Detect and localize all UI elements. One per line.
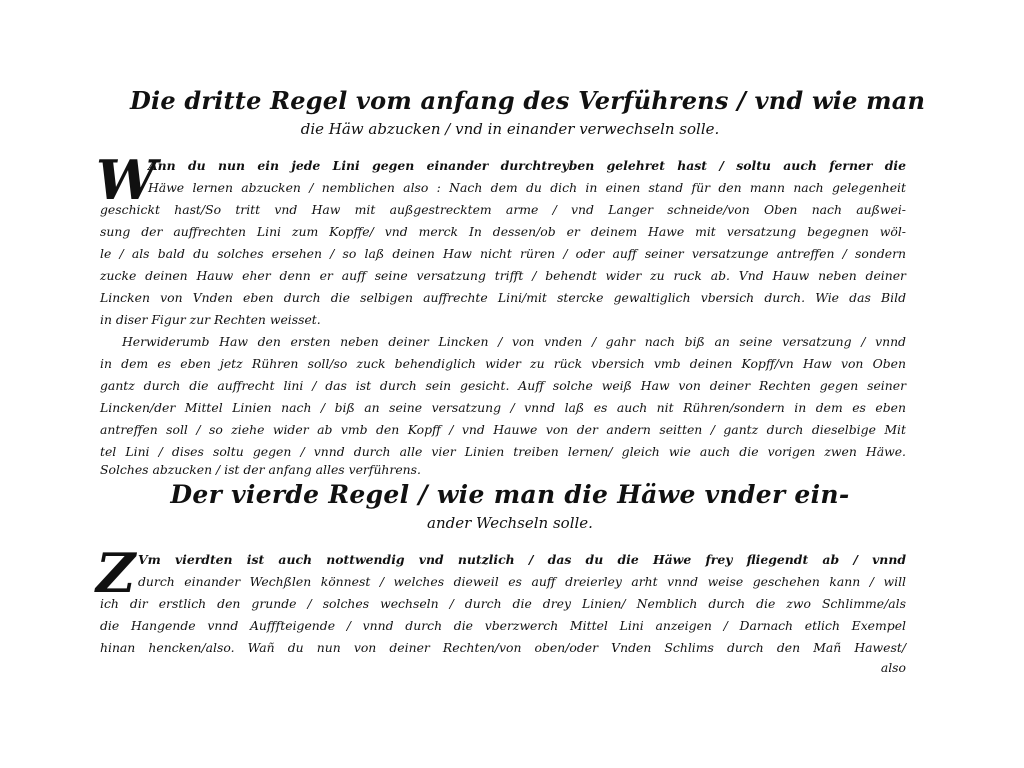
section-3-line-8: in diser Figur zur Rechten weisset.: [100, 312, 321, 327]
section-3-line-4: sung der auffrechten Lini zum Kopffe/ vnd merck In dessen/ob er deinem Hawe mit versatzung begegnen wöl-: [100, 224, 906, 239]
section-3-line-2: Häwe lernen abzucken / nemblichen also : Nach dem du dich in einen stand für den mann nach gelegenheit: [148, 180, 906, 195]
section-3-line-14: tel Lini / dises soltu gegen / vnnd durch alle vier Linien treiben lernen/ gleich wie auch die vorigen zwen Häwe.: [100, 444, 906, 459]
section-4-line-1: Vm vierdten ist auch nottwendig vnd nutzlich / das du die Häwe frey fliegendt ab / vnnd: [138, 552, 906, 567]
section-4-line-5: hinan hencken/also. Wañ du nun von deiner Rechten/von oben/oder Vnden Schlims durch den Mañ Hawest/: [100, 640, 906, 655]
section-3-drop-cap: W: [96, 148, 157, 212]
section-4-line-4: die Hangende vnnd Aufffteigende / vnnd durch die vberzwerch Mittel Lini anzeigen / Darnach etlich Exempel: [100, 618, 906, 633]
section-3-line-7: Lincken von Vnden eben durch die selbigen auffrechte Lini/mit stercke gewaltiglich vbersich durch. Wie das Bild: [100, 290, 906, 305]
section-3-line-13: antreffen soll / so ziehe wider ab vmb den Kopff / vnd Hauwe von der andern seitten / gantz durch dieselbige Mit: [100, 422, 906, 437]
section-4-drop-cap: Z: [96, 541, 136, 605]
section-3-line-6: zucke deinen Hauw eher denn er auff seine versatzung trifft / behendt wider zu ruck ab. Vnd Hauw neben deiner: [100, 268, 906, 283]
section-3-title: Die dritte Regel vom anfang des Verführens / vnd wie man: [130, 86, 926, 115]
section-3-line-1: Ann du nun ein jede Lini gegen einander durchtreyben gelehret hast / soltu auch ferner die: [148, 158, 906, 173]
section-4-subtitle: ander Wechseln solle.: [427, 514, 593, 532]
section-3-line-5: le / als bald du solches ersehen / so laß deinen Haw nicht rüren / oder auff seiner versatzunge antreffen / sondern: [100, 246, 906, 261]
section-3-line-12: Lincken/der Mittel Linien nach / biß an seine versatzung / vnnd laß es auch nit Rühren/sondern in dem es eben: [100, 400, 906, 415]
section-3-line-15: Solches abzucken / ist der anfang alles verführens.: [100, 462, 421, 477]
section-4-title: Der vierde Regel / wie man die Häwe vnder ein-: [170, 480, 850, 509]
section-3-line-9: Herwiderumb Haw den ersten neben deiner Lincken / von vnden / gahr nach biß an seine versatzung / vnnd: [122, 334, 906, 349]
section-3-line-11: gantz durch die auffrecht lini / das ist durch sein gesicht. Auff solche weiß Haw von deiner Rechten gegen seiner: [100, 378, 906, 393]
section-4-line-2: durch einander Wechßlen könnest / welches dieweil es auff dreierley arht vnnd weise geschehen kann / will: [138, 574, 906, 589]
section-4-line-6: also: [880, 660, 906, 675]
section-3-line-10: in dem es eben jetz Rühren soll/so zuck behendiglich wider zu rück vbersich vmb deinen Kopff/vn Haw von Oben: [100, 356, 906, 371]
section-4-line-3: ich dir erstlich den grunde / solches wechseln / durch die drey Linien/ Nemblich durch die zwo Schlimme/als: [100, 596, 906, 611]
section-3-line-3: geschickt hast/So tritt vnd Haw mit außgestrecktem arme / vnd Langer schneide/von Oben nach außwei-: [100, 202, 906, 217]
section-3-subtitle: die Häw abzucken / vnd in einander verwechseln solle.: [300, 120, 720, 138]
